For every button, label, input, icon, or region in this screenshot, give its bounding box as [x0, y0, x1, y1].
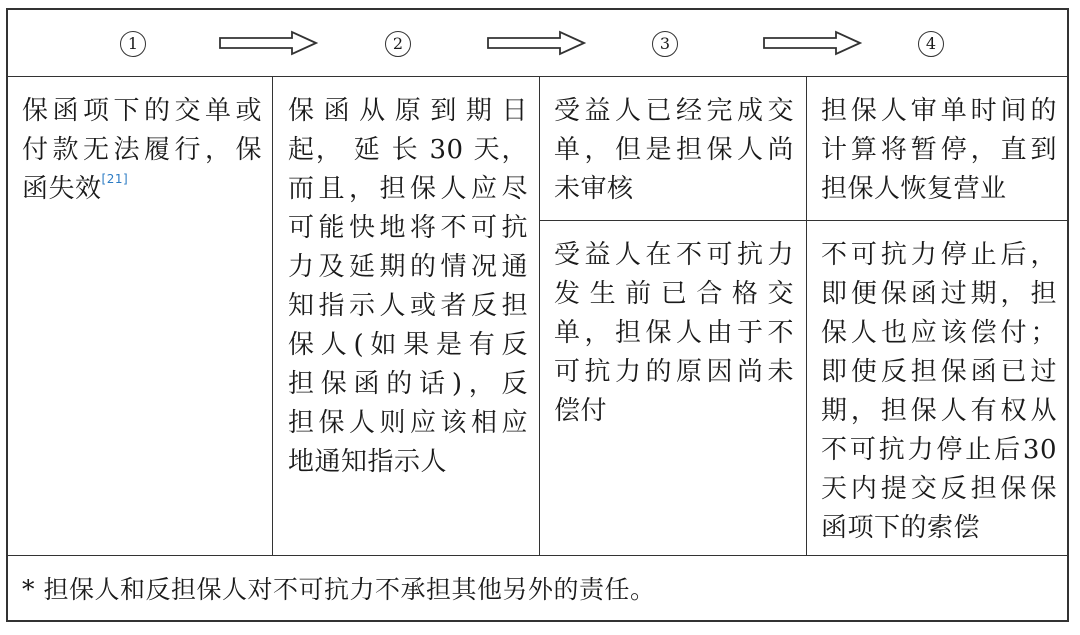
- text-line: 保函项下的交单或: [22, 96, 262, 126]
- text-line: 可抗力的原因尚未: [554, 357, 794, 387]
- text-line: 而且，担保人应尽: [288, 174, 528, 204]
- cell-col4-bottom: [821, 236, 1057, 548]
- text-line: 保人(如果是有反: [288, 330, 528, 360]
- footnote: * 担保人和反担保人对不可抗力不承担其他另外的责任。: [22, 575, 656, 604]
- text-line: 不可抗力停止后，: [821, 240, 1057, 270]
- text-line: 即使反担保函已过: [821, 357, 1057, 387]
- cell-col3-top: [554, 92, 794, 209]
- text-line: 受益人在不可抗力: [554, 240, 794, 270]
- text-line: 地通知指示人: [288, 447, 448, 477]
- cell-col1: [22, 92, 262, 209]
- step-2-marker: 2: [385, 31, 411, 57]
- col-divider-1: [272, 76, 273, 556]
- text-line: [22, 170, 262, 209]
- text-line: 发 生 前 已 合 格 交: [554, 279, 794, 309]
- cell-col4-top: [821, 92, 1057, 209]
- text-line: 担保人审单时间的: [821, 96, 1057, 126]
- text-line: 偿付: [554, 396, 608, 426]
- text-line: 起， 延 长 30 天，: [288, 135, 528, 165]
- text-line: 力及延期的情况通: [288, 252, 528, 282]
- text-line: 保人也应该偿付；: [821, 318, 1057, 348]
- cell-col3-bottom: [554, 236, 794, 431]
- text-line: 保 函 从 原 到 期 日: [288, 96, 528, 126]
- text-line: 付款无法履行，保: [22, 135, 262, 165]
- text-line: 单，但是担保人尚: [554, 135, 794, 165]
- step-3-marker: 3: [652, 31, 678, 57]
- text-line: 担保函的话)，反: [288, 369, 528, 399]
- text-line: 担保人则应该相应: [288, 408, 528, 438]
- text-line: 期，担保人有权从: [821, 396, 1057, 426]
- header-divider: [7, 76, 1068, 77]
- text-line: 计算将暂停，直到: [821, 135, 1057, 165]
- text-fragment: 函失效: [22, 174, 102, 204]
- step-1-marker: 1: [120, 31, 146, 57]
- arrow-right-icon: [218, 30, 318, 56]
- text-line: 单，担保人由于不: [554, 318, 794, 348]
- text-line: 函项下的索偿: [821, 513, 981, 543]
- arrow-right-icon: [486, 30, 586, 56]
- row-divider-col3: [539, 220, 807, 221]
- row-divider-col4: [806, 220, 1068, 221]
- col-divider-2: [539, 76, 540, 556]
- text-line: 知指示人或者反担: [288, 291, 528, 321]
- text-line: 未审核: [554, 174, 634, 204]
- col-divider-3: [806, 76, 807, 556]
- text-line: 可能快地将不可抗: [288, 213, 528, 243]
- footer-divider: [7, 555, 1068, 556]
- text-line: 受益人已经完成交: [554, 96, 794, 126]
- text-line: 即便保函过期，担: [821, 279, 1057, 309]
- arrow-right-icon: [762, 30, 862, 56]
- text-line: 担保人恢复营业: [821, 174, 1007, 204]
- cell-col2: [288, 92, 528, 482]
- reference-citation[interactable]: [21]: [101, 172, 129, 186]
- text-line: 不可抗力停止后30: [821, 435, 1057, 465]
- step-4-marker: 4: [918, 31, 944, 57]
- text-line: 天内提交反担保保: [821, 474, 1057, 504]
